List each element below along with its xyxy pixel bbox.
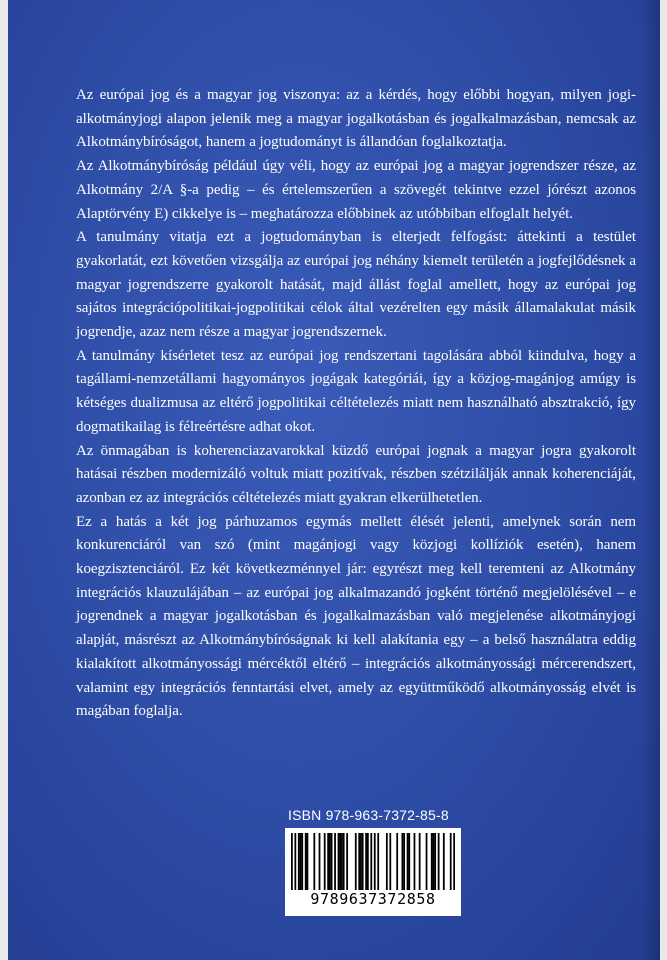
barcode-bar xyxy=(301,833,303,890)
barcode-bar xyxy=(300,833,302,890)
barcode-bar xyxy=(374,833,376,890)
barcode-bar xyxy=(386,833,388,890)
barcode-bar xyxy=(453,833,455,890)
barcode-bar xyxy=(358,833,360,890)
barcode-bar xyxy=(341,833,343,890)
barcode-bar xyxy=(360,833,362,890)
barcode-bar xyxy=(403,833,405,890)
blurb-paragraph-4: A tanulmány kísérletet tesz az európai jog rendszertani tagolására abból kiindulva, hogy a tagállami-nemzetállami hagyományos jogágak kategóriái, így a közjog-magánjog amúgy is kétséges dualizmusa az eltérő jogpolitikai céltételezés miatt nem használható absztrakció, így dogmatikailag is félreértésre adhat okot. xyxy=(76,347,636,435)
barcode-bar xyxy=(408,833,410,890)
barcode-bar xyxy=(338,833,340,890)
barcode-bar xyxy=(313,833,315,890)
barcode-bar xyxy=(343,833,345,890)
isbn-barcode xyxy=(285,828,461,916)
barcode-bar xyxy=(319,833,321,890)
barcode-bar xyxy=(401,833,403,890)
barcode-bar xyxy=(305,833,307,890)
barcode-bar xyxy=(419,833,421,890)
barcode-bar xyxy=(324,833,326,890)
barcode-bar xyxy=(346,833,348,890)
blurb-paragraph-1: Az európai jog és a magyar jog viszonya: az a kérdés, hogy előbbi hogyan, milyen jogi-alkotmányjogi alapon jelenik meg a magyar jogalkotásban és jogalkalmazásban, nemcsak az Alkotmánybíróságot, hanem a jogtudományt is állandóan foglalkoztatja. xyxy=(76,87,636,151)
barcode-bar xyxy=(362,833,364,890)
barcode-bar xyxy=(329,833,331,890)
barcode-bar xyxy=(367,833,369,890)
blurb-paragraph-5: Az önmagában is koherenciazavarokkal küzdő európai jognak a magyar jogra gyakorolt hatásai részben modernizáló voltuk miatt pozitívak, részben szétzilálják annak koherenciáját, azonban ez az integrációs céltételezés miatt gyakran elkerülhetetlen. xyxy=(76,442,636,506)
blurb-text xyxy=(76,84,636,724)
barcode-bar xyxy=(407,833,409,890)
barcode-bar xyxy=(370,833,372,890)
barcode-bar xyxy=(414,833,416,890)
back-cover xyxy=(8,0,660,960)
barcode-bars xyxy=(291,833,455,890)
barcode-bar xyxy=(307,833,309,890)
barcode-bar xyxy=(396,833,398,890)
blurb-paragraph-6: Ez a hatás a két jog párhuzamos egymás mellett élését jelenti, amelynek során nem konkurenciáról van szó (mint magánjogi vagy közjogi kollíziók esetén), hanem koegzisztenciáról. Ez két következménnyel jár: egyrészt meg kell teremteni az Alkotmány integrációs klauzulájában – az európai jog alkalmazandó jogként történő megjelölésével – e jogrendnek a magyar jogalkotásban és jogalkalmazásban való megjelenése alkotmányjogi alapját, másrészt az Alkotmánybíróságnak ki kell alakítania egy – a belső használatra eddig kialakított alkotmányossági mércéktől eltérő – integrációs alkotmányossági mércerendszert, valamint egy integrációs fenntartási elvet, amely az együttműködő alkotmányosság elvét is magában foglalja. xyxy=(76,513,636,720)
barcode-bar xyxy=(431,833,433,890)
barcode-bar xyxy=(339,833,341,890)
barcode-bar xyxy=(426,833,428,890)
barcode-bar xyxy=(450,833,452,890)
barcode-bar xyxy=(389,833,391,890)
barcode-bar xyxy=(294,833,296,890)
barcode-bar xyxy=(298,833,300,890)
barcode-bar xyxy=(433,833,435,890)
barcode-bar xyxy=(355,833,357,890)
blurb-paragraph-3: A tanulmány vitatja ezt a jogtudományban is elterjedt felfogást: áttekinti a testület gyakorlatát, ezt követően vizsgálja az európai jog néhány kiemelt területén a jogfejlődésnek a magyar jogrendszerre gyakorolt hatását, majd állást foglal amellett, hogy az európai jog sajátos integrációpolitikai-jogpolitikai célok által vezérelten egy másik államalakulat másik jogrendje, azaz nem része a magyar jogrendszernek. xyxy=(76,229,636,341)
barcode-bar xyxy=(334,833,336,890)
barcode-bar xyxy=(331,833,333,890)
barcode-bar xyxy=(365,833,367,890)
barcode-bar xyxy=(377,833,379,890)
barcode-bar xyxy=(327,833,329,890)
blurb-paragraph-2: Az Alkotmánybíróság például úgy véli, hogy az európai jog a magyar jogrendszer része, az Alkotmány 2/A §-a pedig – és értelemszerűen a szövegét tekintve ezzel jórészt azonos Alaptörvény E) cikkelye is – meghatározza előbbinek az utóbbiban elfoglalt helyét. xyxy=(76,158,636,222)
barcode-digits: 9789637372858 xyxy=(310,890,436,908)
barcode-bar xyxy=(434,833,436,890)
barcode-bar xyxy=(438,833,440,890)
barcode-bar xyxy=(443,833,445,890)
isbn-label: ISBN 978-963-7372-85-8 xyxy=(288,807,449,823)
barcode-bar xyxy=(291,833,293,890)
